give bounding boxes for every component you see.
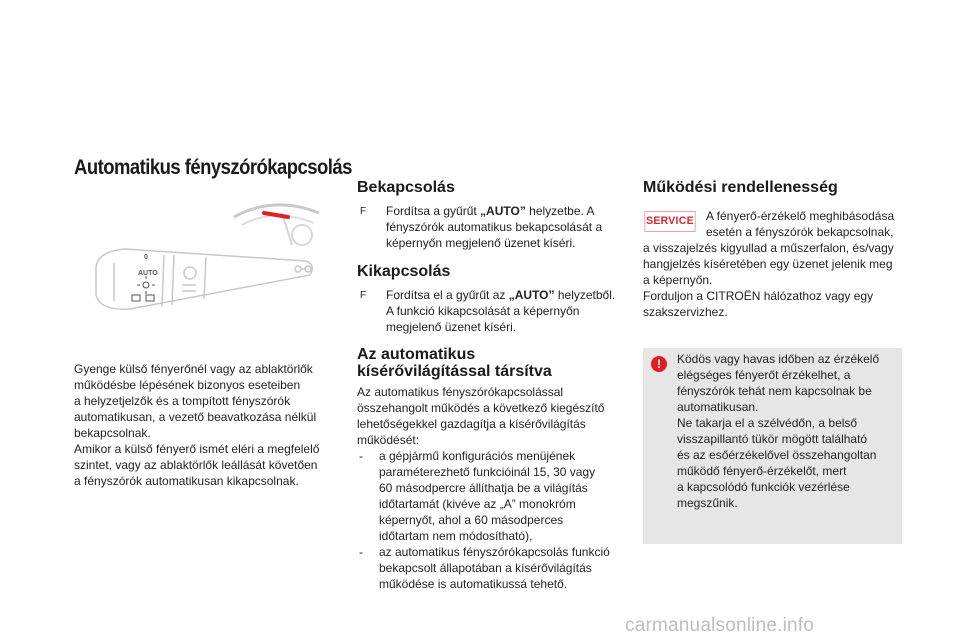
guide-me-home-heading: Az automatikus kísérővilágítással társítva <box>357 346 552 380</box>
switch-on-heading: Bekapcsolás <box>357 179 455 196</box>
page-title: Automatikus fényszórókapcsolás <box>74 156 352 179</box>
list-item: - a gépjármű konfigurációs menüjének paraméterezhető funkcióinál 15, 30 vagy 60 másodpercre állíthatja be a világítás időtartamát (kivéve az „A” monokróm képernyőt, ahol a 60 másodperces időtartam nem módosítható), <box>359 449 596 543</box>
malfunction-text: a visszajelzés kigyullad a műszerfalon, és/vagy hangjelzés kíséretében egy üzenet jelenik meg a képernyőn. Forduljon a CITROËN hálózathoz vagy egy szakszervizhez. <box>643 241 894 319</box>
intro-paragraph-2: Amikor a külső fényerő ismét eléri a megfelelő szintet, vagy az ablaktörlők leállását követően a fényszórók automatikusan kikapcsolnak. <box>74 442 320 488</box>
switch-off-instruction: F Fordítsa el a gyűrűt az „AUTO” helyzetből. A funkció kikapcsolását a képernyőn megjelenő üzenet kíséri. <box>360 288 616 334</box>
position-zero-label: 0 <box>144 254 148 261</box>
malfunction-text-indented: A fényerő-érzékelő meghibásodása esetén a fényszórók bekapcsolnak, <box>706 209 895 239</box>
warning-note-text: Ködös vagy havas időben az érzékelő elégséges fényerőt érzékelhet, a fényszórók tehát nem kapcsolnak be automatikusan. Ne takarja el a szélvédőn, a belső visszapillantó tükör mögött található és az esőérzékelővel összehangoltan működő fényerő-érzékelőt, mert a kapcsolódó funkciók vezérlése megszűnik. <box>677 352 880 510</box>
warning-icon: ! <box>651 356 667 372</box>
list-item: - az automatikus fényszórókapcsolás funkció bekapcsolt állapotában a kísérővilágítás működése is automatikussá tehető. <box>359 545 610 591</box>
watermark: carmanualsonline.info <box>625 615 815 636</box>
steering-wheel-icon <box>234 205 319 245</box>
warning-note <box>643 348 902 544</box>
malfunction-heading: Működési rendellenesség <box>643 179 838 196</box>
light-switch-illustration <box>74 195 324 325</box>
auto-position-label: AUTO <box>138 270 158 277</box>
service-warning-icon: SERVICE <box>644 211 695 232</box>
intro-paragraph-1: Gyenge külső fényerőnél vagy az ablaktörlők működésbe lépésének bizonyos eseteiben a helyzetjelzők és a tompított fényszórók automatikusan, a vezető beavatkozása nélkül bekapcsolnak. <box>74 362 317 440</box>
switch-off-heading: Kikapcsolás <box>357 263 451 280</box>
light-stalk-icon <box>96 249 312 309</box>
guide-me-home-text: Az automatikus fényszórókapcsolással összehangolt működés a következő kiegészítő lehetőségekkel gazdagítja a kísérővilágítás működését: - a gépjármű konfigurációs menüjének paraméterezhető funkcióinál 15, 30 vagy 60 másodpercre állíthatja be a világítás időtartamát (kivéve az „A” monokróm képernyőt, ahol a 60 másodperces időtartam nem módosítható), - az automatikus fényszórókapcsolás funkció bekapcsolt állapotában a kísérővilágítás működése is automatikussá tehető. <box>357 384 632 592</box>
bullet-icon: F <box>360 206 367 217</box>
bullet-icon: F <box>360 290 367 301</box>
switch-on-instruction: F Fordítsa a gyűrűt „AUTO” helyzetbe. A fényszórók automatikus bekapcsolását a képernyőn megjelenő üzenet kíséri. <box>360 204 603 250</box>
intro-text <box>74 361 334 489</box>
